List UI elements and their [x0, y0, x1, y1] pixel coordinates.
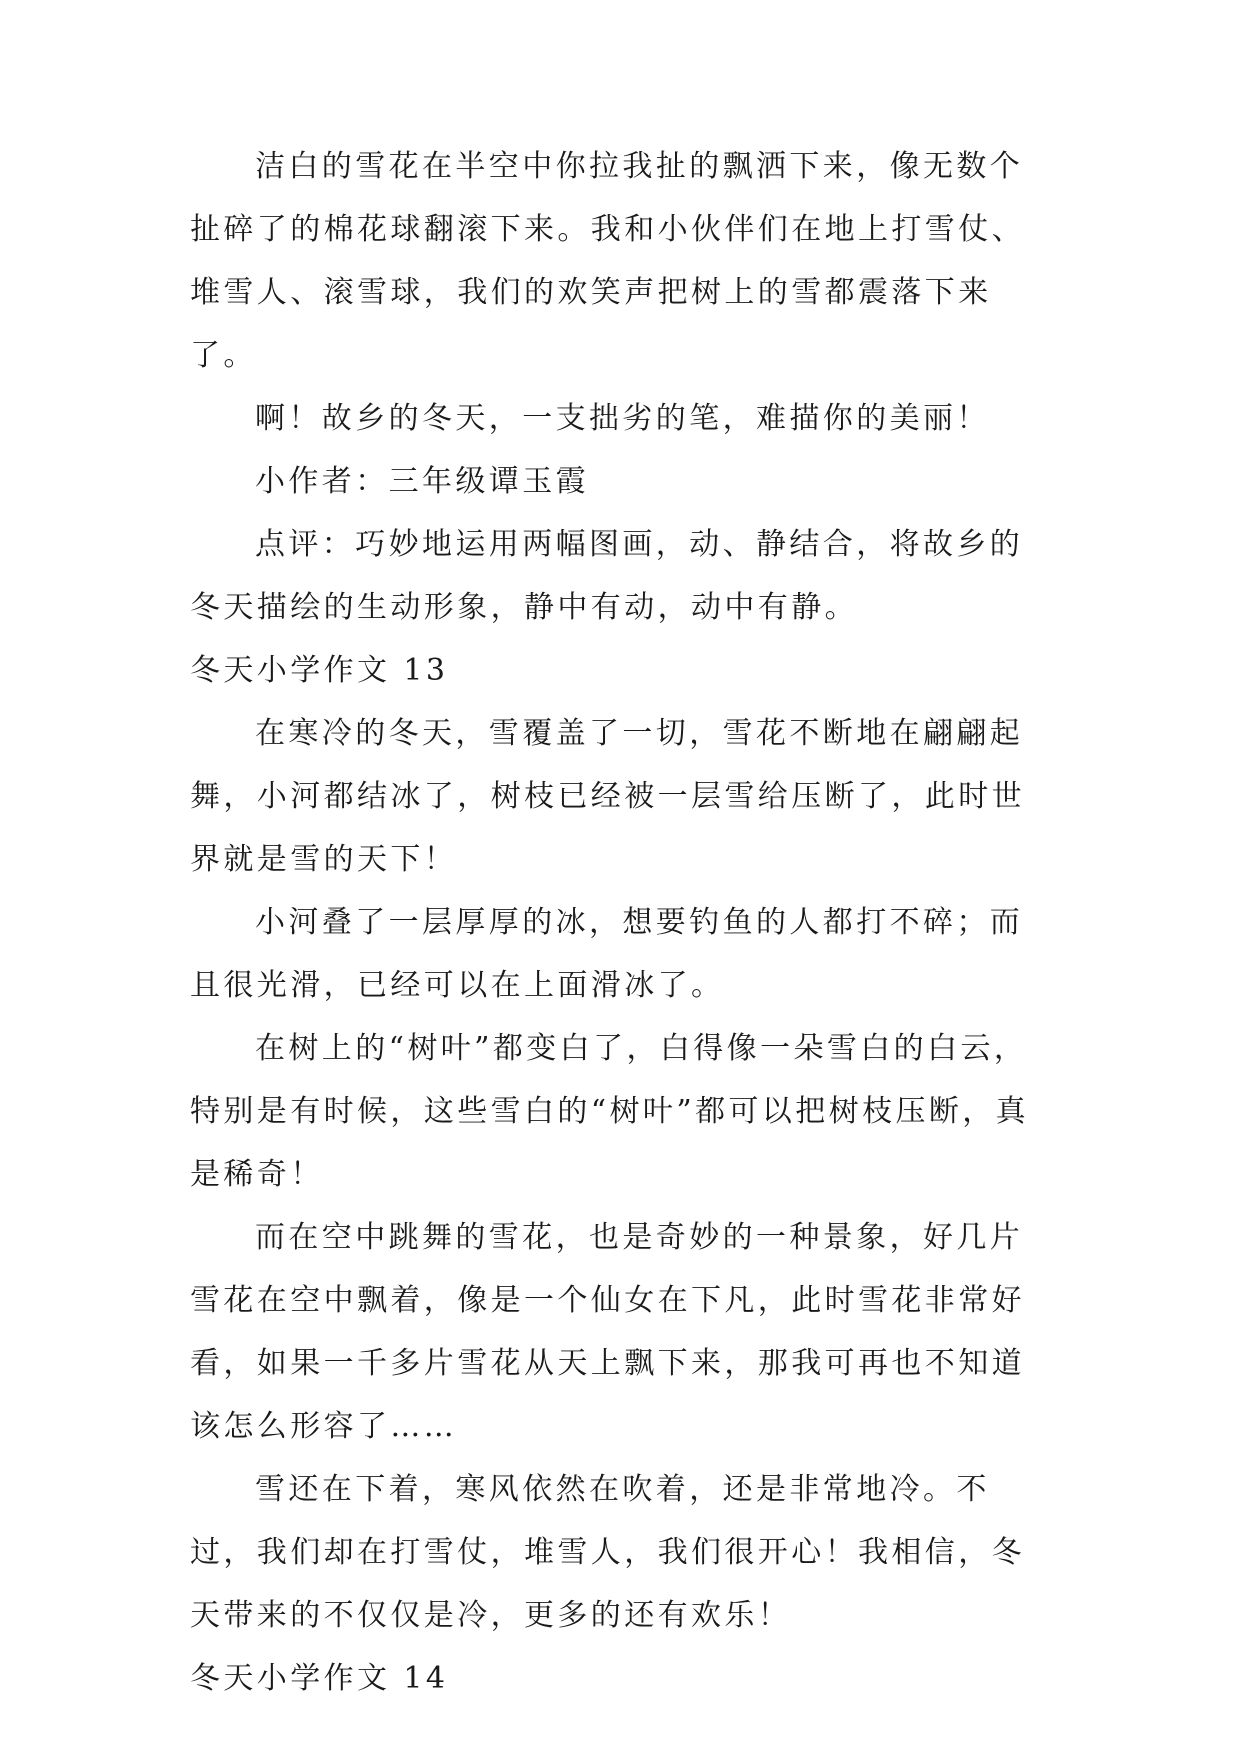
- paragraph-exclamation: 啊！故乡的冬天，一支拙劣的笔，难描你的美丽！: [255, 401, 990, 436]
- paragraph-joy: 雪还在下着，寒风依然在吹着，还是非常地冷。不过，我们却在打雪仗，堆雪人，我们很开心！我相信，冬天带来的不仅仅是冷，更多的还有欢乐！: [190, 1472, 1025, 1633]
- paragraph-comment: 点评：巧妙地运用两幅图画，动、静结合，将故乡的冬天描绘的生动形象，静中有动，动中有静。: [190, 527, 1024, 625]
- essay-heading-13: 冬天小学作文 13: [190, 653, 449, 688]
- document-body: [190, 135, 1056, 1710]
- paragraph-author: 小作者：三年级谭玉霞: [255, 464, 589, 499]
- essay-heading-14: 冬天小学作文 14: [190, 1661, 449, 1696]
- paragraph-white-leaves: 在树上的“树叶”都变白了，白得像一朵雪白的白云，特别是有时候，这些雪白的“树叶”都可以把树枝压断，真是稀奇！: [190, 1031, 1030, 1192]
- paragraph-dancing-snow: 而在空中跳舞的雪花，也是奇妙的一种景象，好几片雪花在空中飘着，像是一个仙女在下凡，此时雪花非常好看，如果一千多片雪花从天上飘下来，那我可再也不知道该怎么形容了……: [190, 1220, 1025, 1444]
- paragraph-snow-play: 洁白的雪花在半空中你拉我扯的飘洒下来，像无数个扯碎了的棉花球翻滚下来。我和小伙伴们在地上打雪仗、堆雪人、滚雪球，我们的欢笑声把树上的雪都震落下来了。: [190, 149, 1025, 373]
- paragraph-frozen-river: 小河叠了一层厚厚的冰，想要钓鱼的人都打不碎；而且很光滑，已经可以在上面滑冰了。: [190, 905, 1024, 1003]
- paragraph-cold-winter: 在寒冷的冬天，雪覆盖了一切，雪花不断地在翩翩起舞，小河都结冰了，树枝已经被一层雪给压断了，此时世界就是雪的天下！: [190, 716, 1025, 877]
